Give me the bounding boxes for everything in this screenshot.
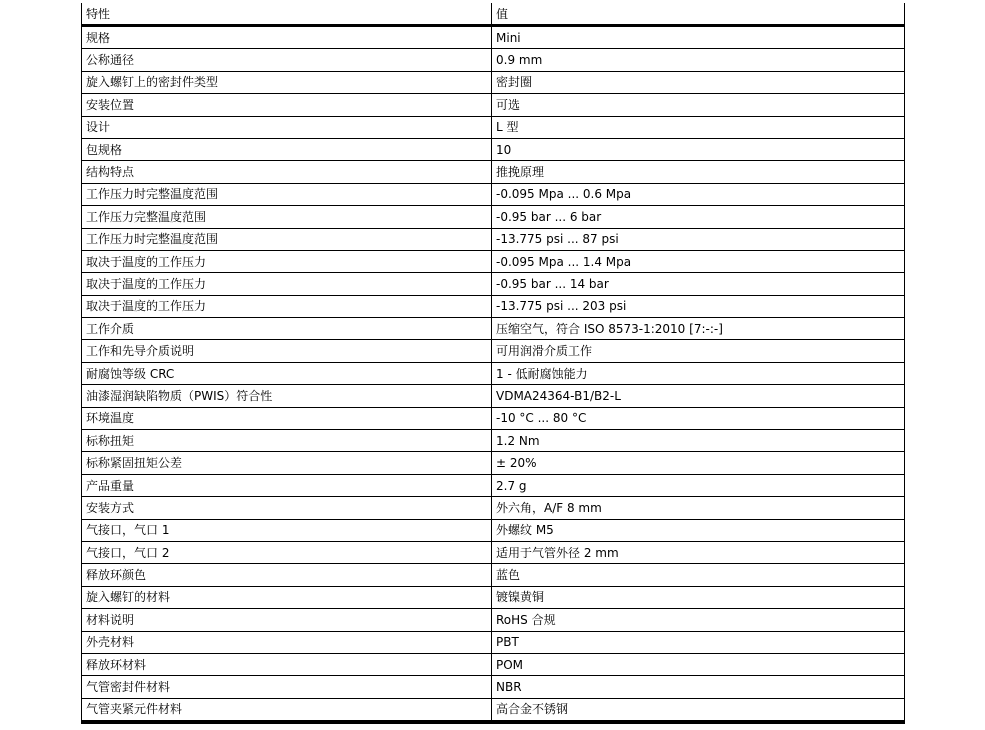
row-value: 外六角，A/F 8 mm xyxy=(496,500,602,515)
row-property: 标称扭矩 xyxy=(82,430,492,451)
row-value: -0.095 Mpa ... 0.6 Mpa xyxy=(496,187,632,202)
row-value: 高合金不锈钢 xyxy=(496,702,569,717)
table-row xyxy=(82,520,904,542)
table-row xyxy=(82,229,904,251)
row-value: -0.95 bar ... 14 bar xyxy=(496,276,609,291)
row-value: -13.775 psi ... 203 psi xyxy=(496,299,627,314)
row-property: 产品重量 xyxy=(82,475,492,496)
row-value: RoHS 合规 xyxy=(496,612,556,627)
row-value: 0.9 mm xyxy=(496,53,543,68)
row-property: 释放环颜色 xyxy=(82,564,492,585)
row-property: 取决于温度的工作压力 xyxy=(82,296,492,317)
row-value: POM xyxy=(496,657,524,672)
row-value: 2.7 g xyxy=(496,478,527,493)
row-property: 材料说明 xyxy=(82,609,492,630)
table-row xyxy=(82,251,904,273)
row-property: 工作和先导介质说明 xyxy=(82,340,492,361)
row-property: 气管夹紧元件材料 xyxy=(82,699,492,720)
row-value: -0.095 Mpa ... 1.4 Mpa xyxy=(496,254,632,269)
table-row xyxy=(82,475,904,497)
table-row xyxy=(82,318,904,340)
table-header-row xyxy=(82,3,904,27)
table-row xyxy=(82,273,904,295)
row-property: 工作压力时完整温度范围 xyxy=(82,184,492,205)
row-value: 压缩空气，符合 ISO 8573-1:2010 [7:-:-] xyxy=(496,321,723,336)
row-value: 1.2 Nm xyxy=(496,433,540,448)
row-property: 取决于温度的工作压力 xyxy=(82,251,492,272)
row-property: 安装位置 xyxy=(82,94,492,115)
row-property: 标称紧固扭矩公差 xyxy=(82,452,492,473)
row-property: 外壳材料 xyxy=(82,632,492,653)
table-row xyxy=(82,117,904,139)
table-row xyxy=(82,408,904,430)
row-property: 旋入螺钉的材料 xyxy=(82,587,492,608)
table-row xyxy=(82,385,904,407)
row-value: L 型 xyxy=(496,120,519,135)
row-property: 气接口，气口 2 xyxy=(82,542,492,563)
row-property: 油漆湿润缺陷物质（PWIS）符合性 xyxy=(82,385,492,406)
table-row xyxy=(82,363,904,385)
row-value: 推挽原理 xyxy=(496,165,545,180)
table-row xyxy=(82,94,904,116)
row-property: 包规格 xyxy=(82,139,492,160)
row-value: ± 20% xyxy=(496,456,537,471)
table-row xyxy=(82,340,904,362)
header-property: 特性 xyxy=(82,3,492,24)
row-value: PBT xyxy=(496,635,519,650)
row-value: -0.95 bar ... 6 bar xyxy=(496,209,602,224)
table-body xyxy=(82,27,904,721)
row-value: 适用于气管外径 2 mm xyxy=(496,545,619,560)
row-property: 释放环材料 xyxy=(82,654,492,675)
row-property: 气管密封件材料 xyxy=(82,676,492,697)
table-row xyxy=(82,72,904,94)
row-property: 耐腐蚀等级 CRC xyxy=(82,363,492,384)
row-value: 外螺纹 M5 xyxy=(496,523,554,538)
table-row xyxy=(82,587,904,609)
row-property: 气接口，气口 1 xyxy=(82,520,492,541)
row-property: 环境温度 xyxy=(82,408,492,429)
table-row xyxy=(82,452,904,474)
row-property: 设计 xyxy=(82,117,492,138)
table-row xyxy=(82,497,904,519)
table-row xyxy=(82,161,904,183)
row-value: 可用润滑介质工作 xyxy=(496,344,593,359)
row-property: 安装方式 xyxy=(82,497,492,518)
row-value: 可选 xyxy=(496,97,521,112)
table-row xyxy=(82,676,904,698)
row-property: 规格 xyxy=(82,27,492,48)
row-value: Mini xyxy=(496,30,521,45)
table-row xyxy=(82,699,904,721)
row-property: 旋入螺钉上的密封件类型 xyxy=(82,72,492,93)
table-row xyxy=(82,632,904,654)
table-row xyxy=(82,542,904,564)
table-row xyxy=(82,49,904,71)
row-property: 工作介质 xyxy=(82,318,492,339)
row-property: 取决于温度的工作压力 xyxy=(82,273,492,294)
row-property: 结构特点 xyxy=(82,161,492,182)
table-row xyxy=(82,27,904,49)
spec-table xyxy=(81,3,905,724)
table-row xyxy=(82,654,904,676)
row-value: 蓝色 xyxy=(496,568,521,583)
row-value: NBR xyxy=(496,680,522,695)
row-value: 1 - 低耐腐蚀能力 xyxy=(496,366,588,381)
row-value: -13.775 psi ... 87 psi xyxy=(496,232,619,247)
table-row xyxy=(82,184,904,206)
table-row xyxy=(82,609,904,631)
row-property: 工作压力时完整温度范围 xyxy=(82,229,492,250)
row-property: 公称通径 xyxy=(82,49,492,70)
row-value: -10 °C ... 80 °C xyxy=(496,411,587,426)
table-row xyxy=(82,206,904,228)
row-value: 密封圈 xyxy=(496,75,533,90)
row-property: 工作压力完整温度范围 xyxy=(82,206,492,227)
row-value: VDMA24364-B1/B2-L xyxy=(496,388,621,403)
table-row xyxy=(82,564,904,586)
table-row xyxy=(82,139,904,161)
table-row xyxy=(82,430,904,452)
header-value: 值 xyxy=(496,6,509,21)
row-value: 10 xyxy=(496,142,512,157)
row-value: 镀镍黄铜 xyxy=(496,590,545,605)
table-row xyxy=(82,296,904,318)
